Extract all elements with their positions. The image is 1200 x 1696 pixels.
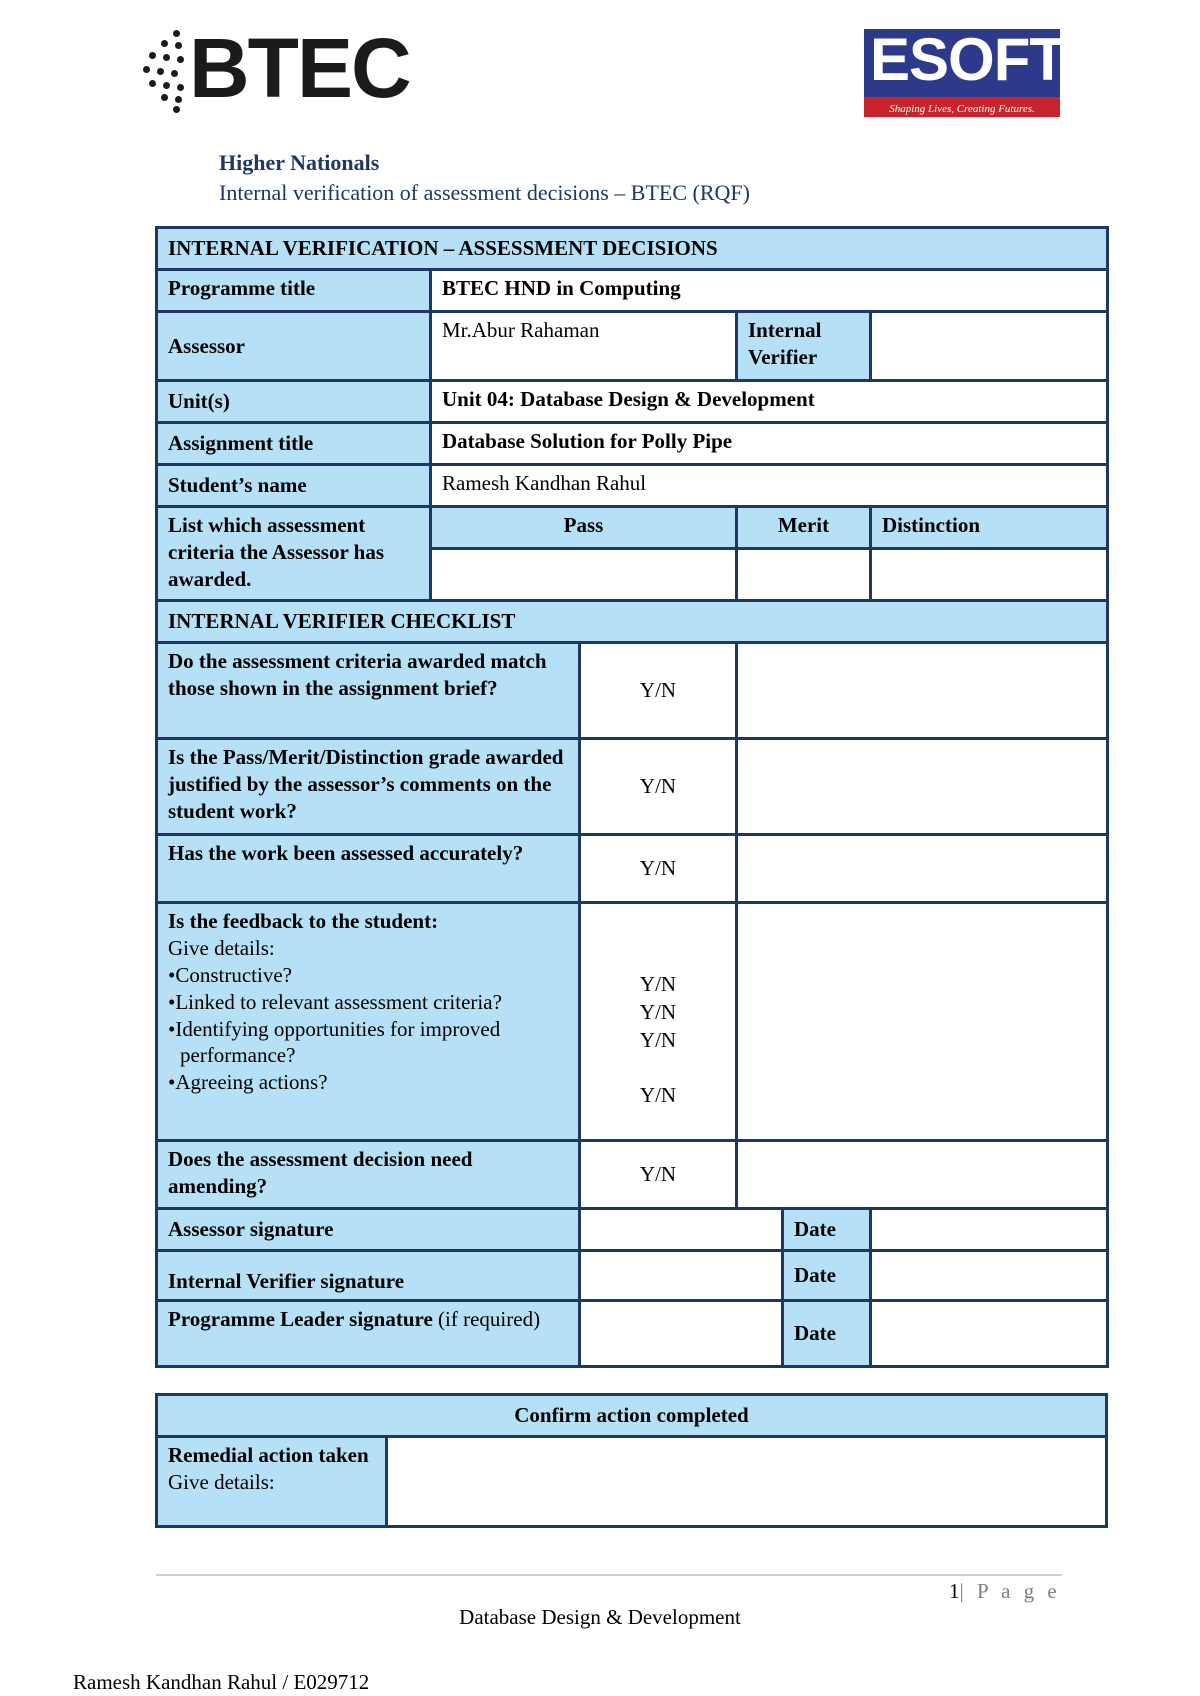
section-title-iv-checklist: INTERNAL VERIFIER CHECKLIST: [157, 601, 1108, 643]
assessor-date-label: Date: [783, 1209, 871, 1251]
yn-criteria-match: Y/N: [580, 643, 737, 739]
btec-logo: [143, 21, 410, 116]
yn-assessed-accurately: Y/N: [580, 835, 737, 903]
comment-grade-justified: [737, 739, 1108, 835]
iv-date-label: Date: [783, 1251, 871, 1301]
confirm-action-table: [155, 1393, 1108, 1528]
checklist-question-grade-justified: Is the Pass/Merit/Distinction grade awarded justified by the assessor’s comments on the student work?: [157, 739, 580, 835]
footer-document-title: Database Design & Development: [459, 1605, 741, 1629]
assessor-date-field: [871, 1209, 1108, 1251]
programme-leader-date-label: Date: [783, 1301, 871, 1367]
grade-header-merit: Merit: [737, 507, 871, 549]
yn-constructive: Y/N: [639, 972, 677, 996]
grade-pass-cell: [431, 549, 737, 601]
programme-leader-signature-text: Programme Leader signature: [168, 1307, 433, 1331]
programme-leader-signature-field: [580, 1301, 783, 1367]
yn-feedback-group: [580, 903, 737, 1141]
yn-decision-amend: Y/N: [580, 1141, 737, 1209]
grade-merit-cell: [737, 549, 871, 601]
grade-header-distinction: Distinction: [871, 507, 1108, 549]
checklist-question-assessed-accurately: Has the work been assessed accurately?: [157, 835, 580, 903]
student-name-label: Student’s name: [157, 465, 431, 507]
yn-linked-criteria: Y/N: [639, 1000, 677, 1024]
footer-divider: [156, 1574, 1062, 1576]
author-line: Ramesh Kandhan Rahul / E029712: [73, 1670, 370, 1694]
iv-date-field: [871, 1251, 1108, 1301]
comment-feedback: [737, 903, 1108, 1141]
document-subtitle: Internal verification of assessment decisions – BTEC (RQF): [219, 180, 750, 205]
page-number: [949, 1579, 1061, 1604]
esoft-logo: [864, 26, 1066, 117]
esoft-wordmark: ESOFT: [870, 26, 1066, 93]
programme-leader-signature-label: [157, 1301, 580, 1367]
programme-title-label: Programme title: [157, 270, 431, 312]
programme-title-value: BTEC HND in Computing: [431, 270, 1108, 312]
unit-value: Unit 04: Database Design & Development: [431, 381, 1108, 423]
page-number-value: 1: [949, 1579, 960, 1603]
feedback-item-agreeing-actions: •Agreeing actions?: [168, 1070, 328, 1095]
student-name-value: Ramesh Kandhan Rahul: [431, 465, 1108, 507]
btec-wordmark: BTEC: [189, 21, 410, 115]
remedial-action-details-field: [387, 1437, 1107, 1527]
confirm-action-title: Confirm action completed: [157, 1395, 1107, 1437]
section-title-iv-decisions: INTERNAL VERIFICATION – ASSESSMENT DECISIONS: [157, 228, 1108, 270]
document-title: Higher Nationals: [219, 150, 380, 175]
grade-header-pass: Pass: [431, 507, 737, 549]
checklist-question-criteria-match: Do the assessment criteria awarded match those shown in the assignment brief?: [157, 643, 580, 739]
comment-criteria-match: [737, 643, 1108, 739]
feedback-give-details: Give details:: [168, 935, 275, 960]
unit-label: Unit(s): [157, 381, 431, 423]
internal-verifier-label: Internal Verifier: [737, 312, 871, 381]
feedback-item-linked-criteria: •Linked to relevant assessment criteria?: [168, 989, 502, 1014]
feedback-item-constructive: •Constructive?: [168, 962, 292, 987]
programme-leader-signature-note: (if required): [438, 1307, 541, 1331]
criteria-awarded-label: List which assessment criteria the Assessor has awarded.: [157, 507, 431, 601]
iv-signature-label: Internal Verifier signature: [157, 1251, 580, 1301]
esoft-tagline: Shaping Lives, Creating Futures.: [889, 103, 1035, 115]
internal-verification-table: [155, 226, 1109, 1368]
remedial-give-details: Give details:: [168, 1469, 275, 1494]
page-word: | P a g e: [959, 1579, 1061, 1603]
assessor-signature-field: [580, 1209, 783, 1251]
assignment-title-label: Assignment title: [157, 423, 431, 465]
yn-opportunities: Y/N: [639, 1028, 677, 1052]
yn-agreeing-actions: Y/N: [639, 1083, 677, 1107]
internal-verifier-value: [871, 312, 1108, 381]
feedback-question-title: Is the feedback to the student:: [168, 909, 439, 933]
comment-assessed-accurately: [737, 835, 1108, 903]
grade-distinction-cell: [871, 549, 1108, 601]
comment-decision-amend: [737, 1141, 1108, 1209]
checklist-question-feedback: [157, 903, 580, 1141]
checklist-question-decision-amend: Does the assessment decision need amending?: [157, 1141, 580, 1209]
btec-dots-icon: [143, 30, 191, 110]
assignment-title-value: Database Solution for Polly Pipe: [431, 423, 1108, 465]
remedial-action-title: Remedial action taken: [168, 1443, 369, 1467]
iv-signature-field: [580, 1251, 783, 1301]
programme-leader-date-field: [871, 1301, 1108, 1367]
assessor-label: Assessor: [157, 312, 431, 381]
remedial-action-label: [157, 1437, 387, 1527]
yn-grade-justified: Y/N: [580, 739, 737, 835]
assessor-value: Mr.Abur Rahaman: [431, 312, 737, 381]
assessor-signature-label: Assessor signature: [157, 1209, 580, 1251]
feedback-item-opportunities: •Identifying opportunities for improved performance?: [168, 1016, 501, 1068]
